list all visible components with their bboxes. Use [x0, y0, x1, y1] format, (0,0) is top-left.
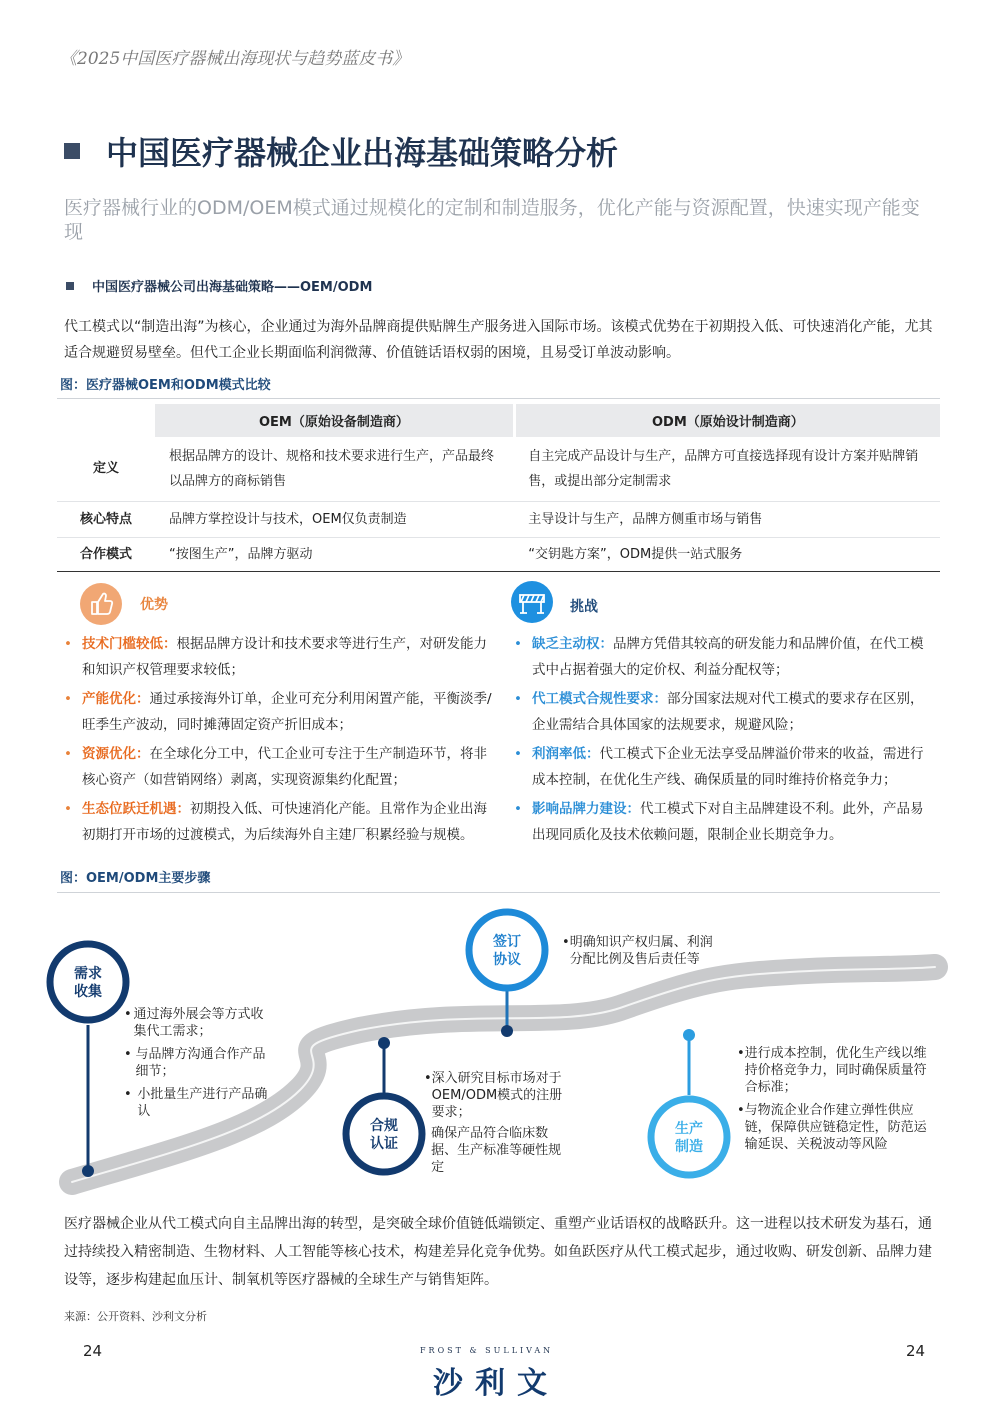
- step-note: 与品牌方沟通合作产品细节；: [135, 1047, 266, 1079]
- figure-1-label: 图：医疗器械OEM和ODM模式比较: [60, 378, 271, 393]
- list-item: • 技术门槛较低：根据品牌方设计和技术要求等进行生产，对研发能力和知识产权管理要求较低；: [64, 636, 487, 678]
- figure-2-label: 图：OEM/ODM主要步骤: [60, 871, 211, 886]
- comparison-table: [57, 404, 940, 572]
- step3-dot: [501, 1025, 513, 1037]
- item-text: 通过承接海外订单，企业可充分利用闲置产能，平衡淡季/旺季生产波动，同时摊薄固定资产折旧成本；: [82, 691, 492, 733]
- section-square-icon: [66, 282, 74, 290]
- item-key: 产能优化：: [82, 691, 150, 707]
- thumbs-up-icon: [80, 583, 122, 625]
- table-row: [57, 501, 940, 537]
- advantages-icon-wrap: [80, 583, 122, 629]
- item-text: 品牌方凭借其较高的研发能力和品牌价值，在代工模式中占据着强大的定价权、利益分配权等；: [532, 636, 924, 678]
- item-key: 利润率低：: [532, 746, 600, 762]
- item-key: 生态位跃迁机遇：: [82, 801, 190, 817]
- row-label: 核心特点: [57, 501, 155, 537]
- item-text: 代工模式下企业无法享受品牌溢价带来的收益，需进行成本控制，在优化生产线、确保质量的同时维持价格竞争力；: [532, 746, 924, 788]
- page-subtitle: 医疗器械行业的ODM/OEM模式通过规模化的定制和制造服务，优化产能与资源配置，快速实现产能变现: [64, 197, 920, 243]
- step3-label: [477, 933, 537, 969]
- step1-notes: • 通过海外展会等方式收集代工需求； • 与品牌方沟通合作产品细节； • 小批量生产进行产品确认: [124, 1006, 274, 1120]
- step-note: 明确知识产权归属、利润分配比例及售后责任等: [569, 935, 713, 967]
- logo-english: FROST & SULLIVAN: [420, 1346, 554, 1355]
- item-text: 部分国家法规对代工模式的要求存在区别，企业需结合具体国家的法规要求，规避风险；: [532, 691, 924, 733]
- step-note: 进行成本控制，优化生产线以维持价格竞争力，同时确保质量符合标准；: [744, 1046, 927, 1095]
- step-note: 深入研究目标市场对于OEM/ODM模式的注册要求；: [431, 1071, 563, 1120]
- list-item: • 代工模式合规性要求：部分国家法规对代工模式的要求存在区别，企业需结合具体国家的法规要求，规避风险；: [514, 691, 924, 733]
- row-label: 定义: [57, 437, 155, 501]
- step4-label: [659, 1120, 719, 1156]
- figure-2-rule: [57, 892, 940, 893]
- cell-oem: 根据品牌方的设计、规格和技术要求进行生产，产品最终以品牌方的商标销售: [155, 437, 514, 501]
- cell-oem: “按图生产”，品牌方驱动: [155, 537, 514, 571]
- challenges-list: [514, 631, 934, 851]
- step2-label: [354, 1117, 414, 1153]
- step3-label-line1: 签订: [493, 934, 521, 950]
- page-title: [64, 128, 618, 174]
- step4-label-line1: 生产: [675, 1121, 703, 1137]
- list-item: • 产能优化：通过承接海外订单，企业可充分利用闲置产能，平衡淡季/旺季生产波动，同时摊薄固定资产折旧成本；: [64, 691, 492, 733]
- item-key: 影响品牌力建设：: [532, 801, 640, 817]
- section-heading-text: 中国医疗器械公司出海基础策略——OEM/ODM: [92, 280, 373, 295]
- step2-notes: • 深入研究目标市场对于OEM/ODM模式的注册要求； 确保产品符合临床数据、生产标准等硬性规定: [424, 1071, 563, 1175]
- step4-notes: • 进行成本控制，优化生产线以维持价格竞争力，同时确保质量符合标准； • 与物流企业合作建立弹性供应链，保障供应链稳定性，防范运输延误、关税波动等风险: [737, 1045, 937, 1153]
- step3-label-line2: 协议: [493, 952, 521, 968]
- table-row: [57, 437, 940, 501]
- source-note: 来源：公开资料、沙利文分析: [64, 1310, 207, 1323]
- list-item: • 资源优化：在全球化分工中，代工企业可专注于生产制造环节，将非核心资产（如营销网络）剥离，实现资源集约化配置；: [64, 746, 487, 788]
- cell-odm: 自主完成产品设计与生产，品牌方可直接选择现有设计方案并贴牌销售，或提出部分定制需求: [514, 437, 940, 501]
- page-number-right: 24: [906, 1342, 926, 1360]
- step4-dot: [683, 1029, 695, 1041]
- cell-odm: “交钥匙方案”，ODM提供一站式服务: [514, 537, 940, 571]
- table-row: [57, 537, 940, 571]
- step2-label-line1: 合规: [370, 1118, 398, 1134]
- row-label: 合作模式: [57, 537, 155, 571]
- step2-dot: [378, 1037, 390, 1049]
- advantages-list: [64, 631, 494, 851]
- item-key: 技术门槛较低：: [82, 636, 177, 652]
- step1-label-line1: 需求: [74, 966, 102, 982]
- challenges-title: 挑战: [570, 599, 598, 615]
- cell-oem: 品牌方掌控设计与技术，OEM仅负责制造: [155, 501, 514, 537]
- item-text: 在全球化分工中，代工企业可专注于生产制造环节，将非核心资产（如营销网络）剥离，实现资源集约化配置；: [82, 746, 487, 788]
- intro-paragraph: 代工模式以“制造出海”为核心，企业通过为海外品牌商提供贴牌生产服务进入国际市场。该模式优势在于初期投入低、可快速消化产能，尤其适合规避贸易壁垒。但代工企业长期面临利润微薄、价值链话语权弱的困境，且易受订单波动影响。: [64, 319, 933, 361]
- item-text: 代工模式下对自主品牌建设不利。此外，产品易出现同质化及技术依赖问题，限制企业长期竞争力。: [532, 801, 924, 843]
- step2-label-line2: 认证: [370, 1136, 398, 1152]
- advantages-title: 优势: [140, 597, 168, 613]
- list-item: • 利润率低：代工模式下企业无法享受品牌溢价带来的收益，需进行成本控制，在优化生产线、确保质量的同时维持价格竞争力；: [514, 746, 924, 788]
- step-note: 小批量生产进行产品确认: [137, 1087, 268, 1119]
- page-number-left: 24: [83, 1342, 103, 1360]
- table-header-oem: OEM（原始设备制造商）: [155, 404, 514, 437]
- step-note: 通过海外展会等方式收集代工需求；: [133, 1007, 264, 1039]
- item-text: 根据品牌方设计和技术要求等进行生产，对研发能力和知识产权管理要求较低；: [82, 636, 487, 678]
- table-corner: [57, 404, 155, 437]
- section-heading: [66, 276, 372, 295]
- logo-chinese: 沙利文: [433, 1366, 559, 1401]
- item-key: 代工模式合规性要求：: [532, 691, 667, 707]
- step-note: 与物流企业合作建立弹性供应链，保障供应链稳定性，防范运输延误、关税波动等风险: [744, 1103, 927, 1152]
- title-square-icon: [64, 143, 80, 159]
- list-item: • 缺乏主动权：品牌方凭借其较高的研发能力和品牌价值，在代工模式中占据着强大的定价权、利益分配权等；: [514, 636, 924, 678]
- figure-1-rule: [57, 398, 940, 399]
- step4-label-line2: 制造: [675, 1139, 703, 1155]
- step1-label-line2: 收集: [74, 984, 102, 1000]
- outro-paragraph: 医疗器械企业从代工模式向自主品牌出海的转型，是突破全球价值链低端锁定、重塑产业话语权的战略跃升。这一进程以技术研发为基石，通过持续投入精密制造、生物材料、人工智能等核心技术，构建差异化竞争优势。如鱼跃医疗从代工模式起步，通过收购、研发创新、品牌力建设等，逐步构建起血压计、制氧机等医疗器械的全球生产与销售矩阵。: [64, 1216, 932, 1288]
- cell-odm: 主导设计与生产，品牌方侧重市场与销售: [514, 501, 940, 537]
- step3-notes: • 明确知识产权归属、利润分配比例及售后责任等: [562, 934, 722, 968]
- list-item: • 影响品牌力建设：代工模式下对自主品牌建设不利。此外，产品易出现同质化及技术依赖问题，限制企业长期竞争力。: [514, 801, 924, 843]
- table-header-odm: ODM（原始设计制造商）: [514, 404, 940, 437]
- barrier-icon: [511, 581, 553, 623]
- item-key: 资源优化：: [82, 746, 150, 762]
- step-note: 确保产品符合临床数据、生产标准等硬性规定: [431, 1126, 562, 1175]
- page-title-text: 中国医疗器械企业出海基础策略分析: [106, 134, 619, 172]
- item-text: 初期投入低、可快速消化产能。且常作为企业出海初期打开市场的过渡模式，为后续海外自主建厂积累经验与规模。: [82, 801, 487, 843]
- list-item: • 生态位跃迁机遇：初期投入低、可快速消化产能。且常作为企业出海初期打开市场的过渡模式，为后续海外自主建厂积累经验与规模。: [64, 801, 487, 843]
- step1-dot: [82, 1165, 94, 1177]
- item-key: 缺乏主动权：: [532, 636, 613, 652]
- challenges-icon-wrap: [511, 581, 553, 627]
- step1-label: [58, 965, 118, 1001]
- header-title: 《2025中国医疗器械出海现状与趋势蓝皮书》: [60, 49, 410, 69]
